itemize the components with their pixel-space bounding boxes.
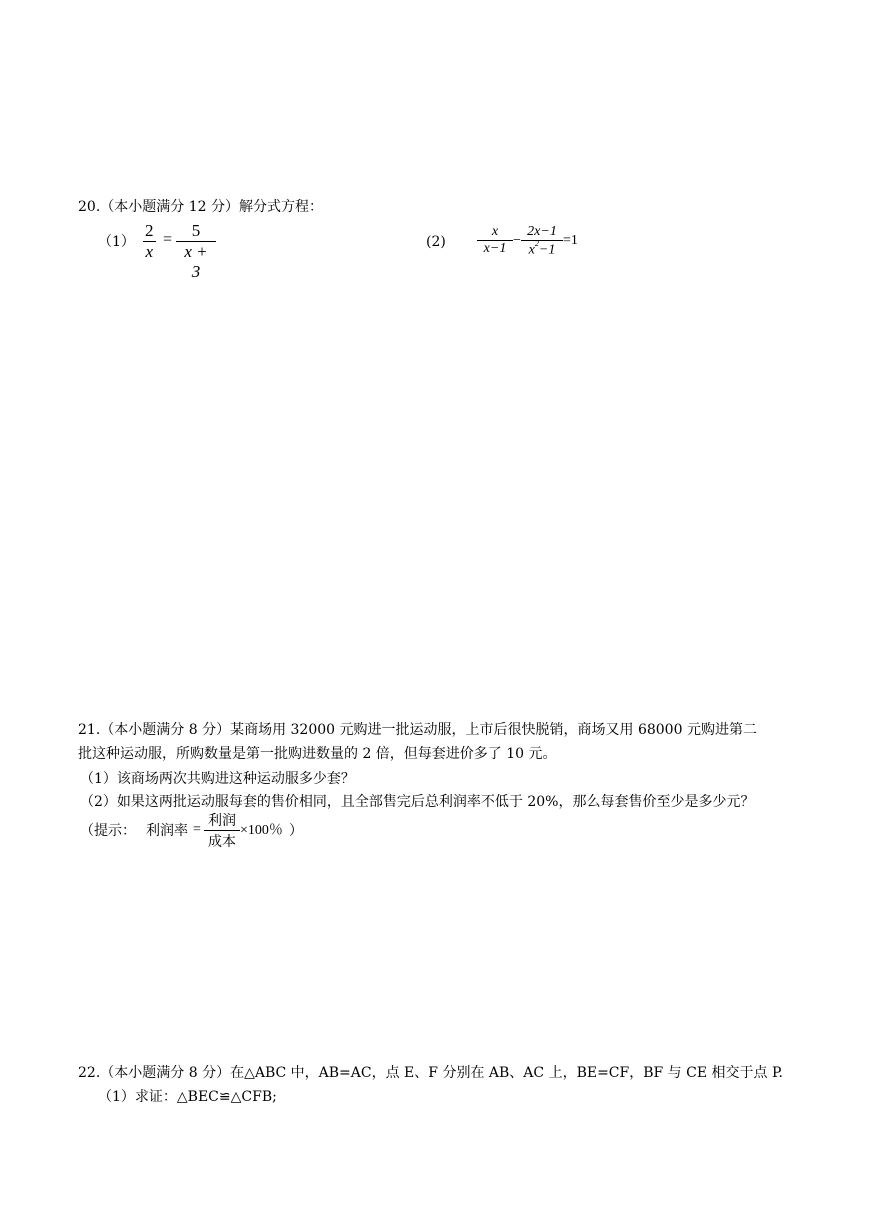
- fraction-numerator: 2x−1: [527, 224, 557, 239]
- q20-part1-lhs-fraction: [143, 221, 156, 262]
- q22-line1: 22.（本小题满分 8 分）在△ABC 中，AB=AC，点 E、F 分别在 AB、AC 上，BE=CF，BF 与 CE 相交于点 P.: [78, 1065, 783, 1081]
- q21-sub1: （1）该商场两次共购进这种运动服多少套？: [80, 771, 355, 787]
- q21-sub2: （2）如果这两批运动服每套的售价相同，且全部售完后总利润率不低于 20%，那么每套售价至少是多少元？: [80, 794, 755, 810]
- den-tail: −1: [538, 242, 556, 258]
- fraction-denominator: [521, 241, 563, 259]
- q20-part2-rhs: =1: [563, 233, 578, 248]
- fraction-denominator: x: [145, 242, 154, 261]
- q20-part2-label: (2): [426, 234, 446, 250]
- q21-line1: 21.（本小题满分 8 分）某商场用 32000 元购进一批运动服，上市后很快脱销，商场又用 68000 元购进第二: [78, 722, 757, 738]
- den-exponent: 2: [534, 239, 539, 248]
- fraction-numerator: 5: [191, 221, 201, 240]
- q21-hint-term: 利润率: [146, 823, 188, 839]
- q21-hint-equals: =: [193, 822, 201, 837]
- fraction-denominator: 成本: [208, 834, 236, 850]
- q20-part1-equals: =: [163, 231, 173, 248]
- q20-part2-minus: −: [513, 233, 521, 248]
- q21-hint-suffix: ×100％: [240, 823, 283, 838]
- fraction-numerator: 利润: [208, 813, 236, 829]
- q20-part1-rhs-fraction: [176, 221, 216, 282]
- q20-part1-label: （1）: [98, 234, 135, 250]
- q20-heading: 20.（本小题满分 12 分）解分式方程：: [78, 199, 323, 215]
- q20-part2-fraction-2: [521, 224, 563, 259]
- fraction-denominator: x + 3: [184, 242, 208, 281]
- q21-hint-close: ）: [289, 823, 303, 839]
- q22-sub1: （1）求证：△BEC≌△CFB;: [98, 1089, 277, 1105]
- fraction-denominator: x−1: [483, 241, 507, 256]
- q21-hint-prefix: （提示：: [80, 823, 136, 839]
- fraction-numerator: 2: [145, 221, 154, 240]
- q21-hint-fraction: [204, 810, 240, 851]
- q21-line2: 批这种运动服，所购数量是第一批购进数量的 2 倍，但每套进价多了 10 元。: [78, 746, 557, 762]
- q20-part2-fraction-1: [477, 224, 513, 257]
- fraction-numerator: x: [491, 224, 499, 239]
- den-base: x: [528, 242, 535, 258]
